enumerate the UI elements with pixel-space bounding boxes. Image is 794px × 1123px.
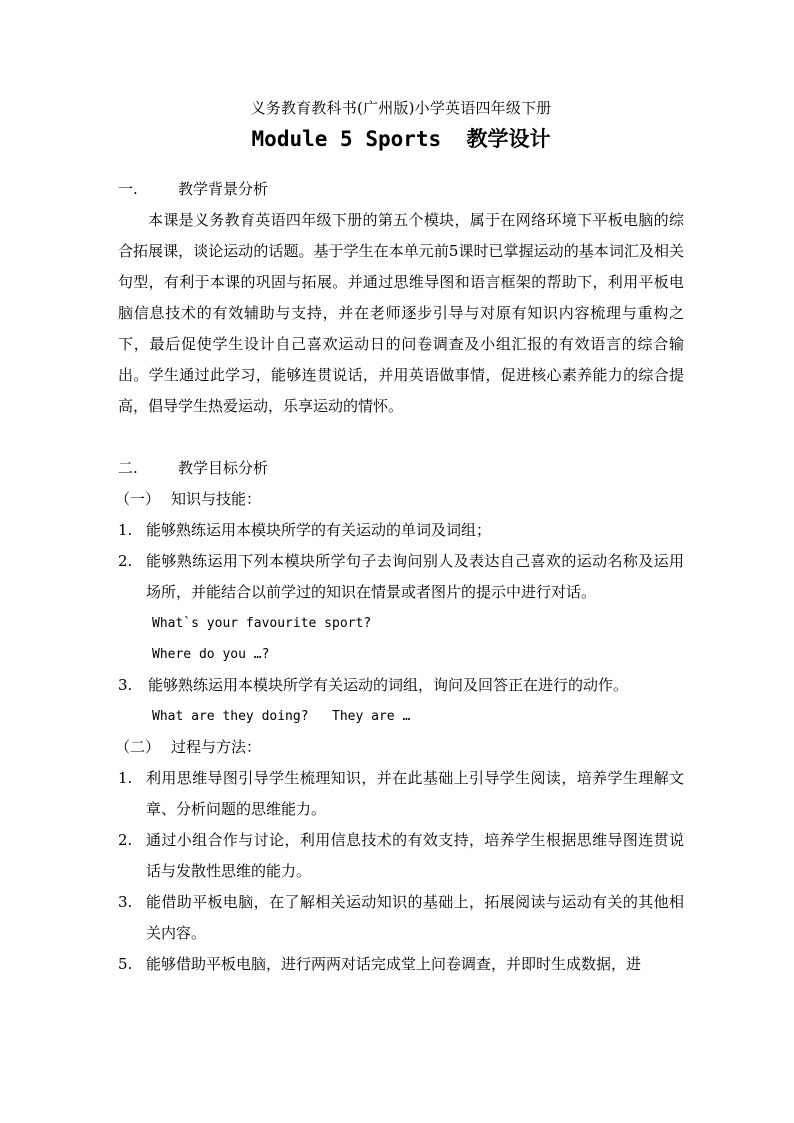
- subsection-heading-process: [115, 732, 684, 763]
- list-item-text: 能够熟练运用本模块所学的有关运动的单词及词组；: [146, 521, 492, 539]
- list-item: [118, 763, 684, 825]
- list-item-text: 能够借助平板电脑，进行两两对话完成堂上问卷调查，并即时生成数据，进: [146, 955, 642, 973]
- list-item-text: 能够熟练运用本模块所学有关运动的词组，询问及回答正在进行的动作。: [148, 676, 629, 694]
- document-title: [118, 124, 684, 154]
- list-item-number: 2.: [118, 831, 133, 849]
- subsection-number: （一）: [115, 490, 161, 508]
- list-item-number: 5.: [118, 955, 133, 973]
- subsection-title: 过程与方法：: [171, 738, 262, 756]
- list-item-number: 1.: [118, 769, 133, 787]
- list-item-number: 3.: [118, 676, 133, 694]
- section-title: 教学背景分析: [178, 180, 269, 198]
- list-item-text: 能借助平板电脑，在了解相关运动知识的基础上，拓展阅读与运动有关的其他相关内容。: [146, 893, 684, 942]
- list-item: [118, 515, 684, 546]
- section-title: 教学目标分析: [178, 459, 269, 477]
- list-item-number: 1.: [118, 521, 133, 539]
- subsection-title: 知识与技能：: [171, 490, 262, 508]
- example-sentence: Where do you …?: [152, 647, 270, 662]
- list-item: [118, 546, 684, 608]
- title-chinese: 教学设计: [466, 126, 551, 151]
- list-item-number: 3.: [118, 893, 133, 911]
- list-item: [118, 949, 684, 980]
- list-item: [118, 670, 684, 701]
- section-heading-background: [118, 174, 684, 205]
- example-sentence: What are they doing? They are …: [152, 709, 411, 724]
- title-english: Module 5 Sports: [251, 127, 467, 151]
- example-sentence: What`s your favourite sport?: [152, 616, 372, 631]
- list-item: [118, 825, 684, 887]
- list-item-text: 能够熟练运用下列本模块所学句子去询问别人及表达自己喜欢的运动名称及运用场所，并能结合以前学过的知识在情景或者图片的提示中进行对话。: [146, 552, 684, 601]
- section-number: 二.: [118, 459, 138, 477]
- subsection-number: （二）: [115, 738, 161, 756]
- subsection-heading-knowledge: [115, 484, 684, 515]
- list-item-text: 利用思维导图引导学生梳理知识，并在此基础上引导学生阅读，培养学生理解文章、分析问题的思维能力。: [146, 769, 684, 818]
- section-heading-objectives: [118, 453, 684, 484]
- document-body: [115, 96, 684, 980]
- list-item-text: 通过小组合作与讨论，利用信息技术的有效支持，培养学生根据思维导图连贯说话与发散性思维的能力。: [146, 831, 684, 880]
- list-item: [118, 887, 684, 949]
- list-item-number: 2.: [118, 552, 133, 570]
- document-subtitle: 义务教育教科书(广州版)小学英语四年级下册: [250, 99, 552, 117]
- background-paragraph: 本课是义务教育英语四年级下册的第五个模块，属于在网络环境下平板电脑的综合拓展课，谈论运动的话题。基于学生在本单元前5课时已掌握运动的基本词汇及相关句型，有利于本课的巩固与拓展。并通过思维导图和语言框架的帮助下，利用平板电脑信息技术的有效辅助与支持，并在老师逐步引导与对原有知识内容梳理与重构之下，最后促使学生设计自己喜欢运动日的问卷调查及小组汇报的有效语言的综合输出。学生通过此学习，能够连贯说话，并用英语做事情，促进核心素养能力的综合提高，倡导学生热爱运动，乐享运动的情怀。: [118, 211, 684, 415]
- section-number: 一.: [118, 180, 138, 198]
